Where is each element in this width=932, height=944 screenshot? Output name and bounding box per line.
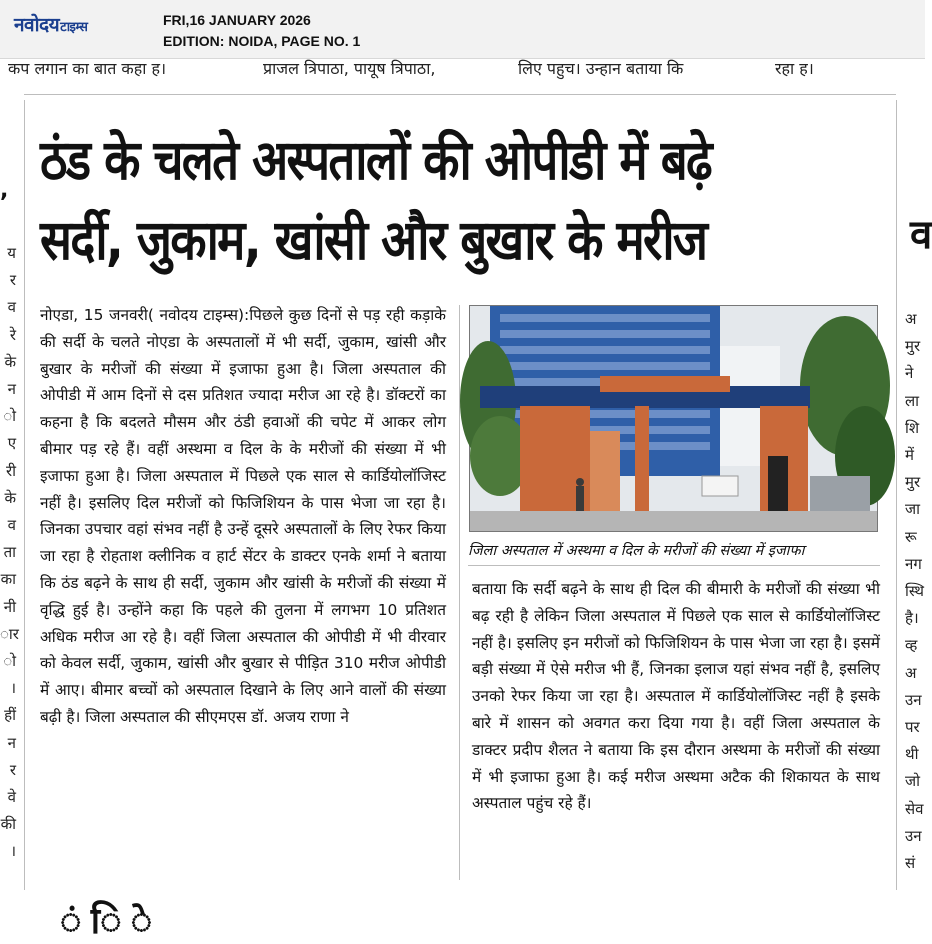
left-edge-fragments xyxy=(0,240,19,866)
edge-fragment: ए xyxy=(7,434,16,453)
edge-fragment: ो xyxy=(3,407,16,426)
edge-fragment: व्ह xyxy=(905,636,918,655)
edge-fragment: की xyxy=(0,815,16,834)
edge-fragment: नी xyxy=(3,597,16,616)
edge-fragment: री xyxy=(5,461,16,480)
edge-fragment: उन xyxy=(905,826,922,845)
edge-fragment: वे xyxy=(7,788,16,807)
hospital-photo xyxy=(469,305,878,532)
edge-fragment: के xyxy=(4,488,16,507)
right-edge-headline-fragment: व xyxy=(910,212,932,258)
right-edge-fragments xyxy=(905,306,927,877)
edge-fragment: शि xyxy=(905,418,920,437)
edge-fragment: के xyxy=(4,352,16,371)
column-rule-right xyxy=(896,100,897,890)
edge-fragment: र xyxy=(9,760,16,779)
edge-fragment: रे xyxy=(9,325,16,344)
logo-main: नवोदय xyxy=(14,14,60,36)
caption-rule xyxy=(468,565,880,566)
edge-fragment: जो xyxy=(905,772,921,791)
edge-fragment: सेव xyxy=(905,799,924,818)
edge-fragment: । xyxy=(10,842,16,861)
edge-fragment: मुर xyxy=(905,473,921,492)
headline-line-1: ठंड के चलते अस्पतालों की ओपीडी में बढ़े xyxy=(40,128,711,192)
edge-fragment: का xyxy=(0,570,16,589)
edge-fragment: र xyxy=(9,271,16,290)
edge-fragment: य xyxy=(7,244,16,262)
bottom-cut-fragment: ं ि े xyxy=(60,901,153,942)
edge-fragment: अ xyxy=(905,310,917,328)
left-edge-comma: , xyxy=(0,178,9,203)
edge-fragment: न xyxy=(7,380,16,399)
edge-fragment: नग xyxy=(905,554,922,573)
edge-fragment: ता xyxy=(3,543,16,562)
photo-caption: जिला अस्पताल में अस्थमा व दिल के मरीजों की संख्या में इजाफा xyxy=(468,543,805,559)
edge-fragment: व xyxy=(7,516,16,535)
headline-line-2: सर्दी, जुकाम, खांसी और बुखार के मरीज xyxy=(40,208,707,272)
edge-fragment: है। xyxy=(905,609,919,628)
edge-fragment: ला xyxy=(905,391,920,410)
edition-info xyxy=(163,10,360,52)
edge-fragment: पर xyxy=(905,718,920,737)
cut-text-top-2: प्राजल त्रिपाठा, पायूष त्रिपाठा, xyxy=(263,59,436,78)
edge-fragment: रू xyxy=(905,527,917,546)
edition-line: EDITION: NOIDA, PAGE NO. 1 xyxy=(163,33,361,49)
edge-fragment: सं xyxy=(905,854,916,873)
article-column-2: बताया कि सर्दी बढ़ने के साथ ही दिल की बीमारी के मरीजों की संख्या भी बढ़ रही है लेकिन जिला अस्पताल में पिछले एक साल से कार्डियोलॉजिस्ट नहीं है। इसलिए इन मरीजों को फिजिशियन के पास भेजा जा रहा है। इसमें बड़ी संख्या में ऐसे मरीज भी हैं, जिनका इलाज यहां संभव नहीं है, इसलिए उनको रेफर किया जा रहा है। अस्पताल में कार्डियोलॉजिस्ट नहीं है इसके बारे में शासन को अवगत करा दिया गया है। वहीं जिला अस्पताल के डाक्टर प्रदीप शैलत ने बताया कि इस दौरान अस्थमा के मरीजों की संख्या में भी इजाफा हुआ है। कई मरीज अस्थमा अटैक की शिकायत के साथ अस्पताल पहुंच रहे हैं। xyxy=(472,580,880,813)
edge-fragment: न xyxy=(7,733,16,752)
article-column-1: नोएडा, 15 जनवरी( नवोदय टाइम्स):पिछले कुछ दिनों से पड़ रही कड़ाके की सर्दी के चलते नोएडा के अस्पतालों में भी सर्दी, जुकाम, खांसी और बुखार के मरीजों की संख्या में इजाफा हुआ है। जिला अस्पताल की ओपीडी में आम दिनों से दस प्रतिशत ज्यादा मरीज आ रहे है। डॉक्टरों का कहना है कि बदलते मौसम और ठंडी हवाओं की चपेट में आकर लोग बीमार पड़ रहे हैं। वहीं अस्थमा व दिल के के मरीजों की संख्या में भी इजाफा हुआ है। जिला अस्पताल में पिछले एक साल से कार्डियोलॉजिस्ट नहीं है। इसलिए दिल मरीजों को फिजिशियन के पास भेजा जा रहा है। जिनका उपचार वहां संभव नहीं है उन्हें दूसरे अस्पतालों के लिए रेफर किया जा रहा है रोहताश क्लीनिक व हार्ट सेंटर के डाक्टर एनके शर्मा ने बताया कि ठंड बढ़ने के साथ ही सर्दी, जुकाम और खांसी के मरीजों की संख्या में वृद्धि हुई है। उन्होंने कहा कि पहले की तुलना में लगभग 10 प्रतिशत अधिक मरीज आ रहे है। वहीं जिला अस्पताल की ओपीडी में भी वीरवार को केवल सर्दी, जुकाम, खांसी और बुखार से पीड़ित 310 मरीज ओपीडी में आए। बीमार बच्चों को अस्पताल दिखाने के लिए आने वालों की संख्या बढ़ी है। जिला अस्पताल की सीएमएस डॉ. अजय राणा ने xyxy=(40,306,446,726)
edge-fragment: जा xyxy=(905,500,921,519)
cut-text-top-3: लिए पहुच। उन्हान बताया कि xyxy=(518,59,684,78)
article-headline xyxy=(40,120,771,280)
edge-fragment: हीं xyxy=(4,706,16,725)
top-rule xyxy=(24,94,896,95)
masthead-bar xyxy=(0,0,925,59)
edge-fragment: में xyxy=(905,446,914,465)
edge-fragment: ार xyxy=(0,624,19,643)
hospital-building-image xyxy=(470,306,877,531)
column-rule-left xyxy=(24,100,25,890)
edge-fragment: थी xyxy=(905,745,919,764)
edge-fragment: व xyxy=(7,298,16,317)
cut-text-top-1: कप लगान का बात कहा ह। xyxy=(8,59,167,78)
cut-text-top-4: रहा ह। xyxy=(775,59,814,78)
edge-fragment: अ xyxy=(905,663,917,682)
column-rule-middle xyxy=(459,305,460,880)
date-line: FRI,16 JANUARY 2026 xyxy=(163,12,311,28)
logo-sub: टाइम्स xyxy=(60,20,88,35)
edge-fragment: ो xyxy=(3,652,16,671)
newspaper-logo xyxy=(14,11,87,37)
edge-fragment: । xyxy=(10,679,16,698)
edge-fragment: ने xyxy=(905,364,914,383)
edge-fragment: मुर xyxy=(905,337,921,356)
edge-fragment: स्थि xyxy=(905,582,925,601)
edge-fragment: उन xyxy=(905,690,922,709)
